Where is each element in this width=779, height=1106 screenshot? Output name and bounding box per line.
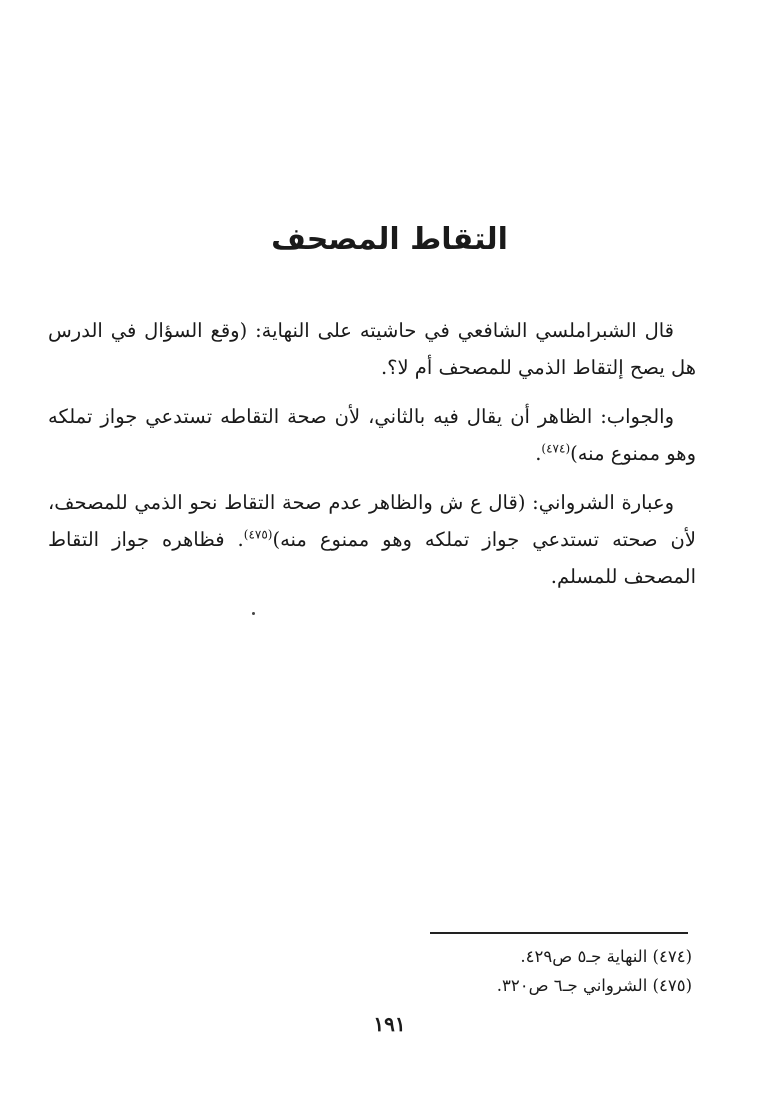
footnote-475: (٤٧٥) الشرواني جـ٦ ص٣٢٠. [496,976,692,995]
paragraph-1-text: قال الشبراملسي الشافعي في حاشيته على النهاية: (وقع السؤال في الدرس هل يصح إلتقاط الذمي للمصحف أم لا؟. [48,319,696,379]
footnote-474: (٤٧٤) النهاية جـ٥ ص٤٢٩. [520,947,692,966]
paragraph-3-text: وعبارة الشرواني: (قال ع ش والظاهر عدم صحة التقاط نحو الذمي للمصحف، لأن صحته تستدعي جواز تملكه وهو ممنوع منه) [48,491,697,551]
paragraph-3-tail: . فظاهره جواز التقاط المصحف للمسلم. [48,528,696,588]
paragraph-1 [48,312,696,386]
footnote-ref-474[interactable]: (٤٧٤) [541,441,571,456]
page-number: ١٩١ [373,1012,406,1036]
paragraph-2-text: والجواب: الظاهر أن يقال فيه بالثاني، لأن صحة التقاطه تستدعي جواز تملكه وهو ممنوع منه) [48,405,696,465]
footnote-separator [430,932,688,934]
paragraph-2 [48,398,696,472]
page-title: التقاط المصحف [271,222,508,257]
footnote-ref-475[interactable]: (٤٧٥) [243,527,273,542]
main-text [48,312,696,607]
paragraph-3 [48,484,696,595]
footnotes [300,942,692,1000]
scan-speck [252,612,255,615]
paragraph-2-tail: . [535,442,542,465]
